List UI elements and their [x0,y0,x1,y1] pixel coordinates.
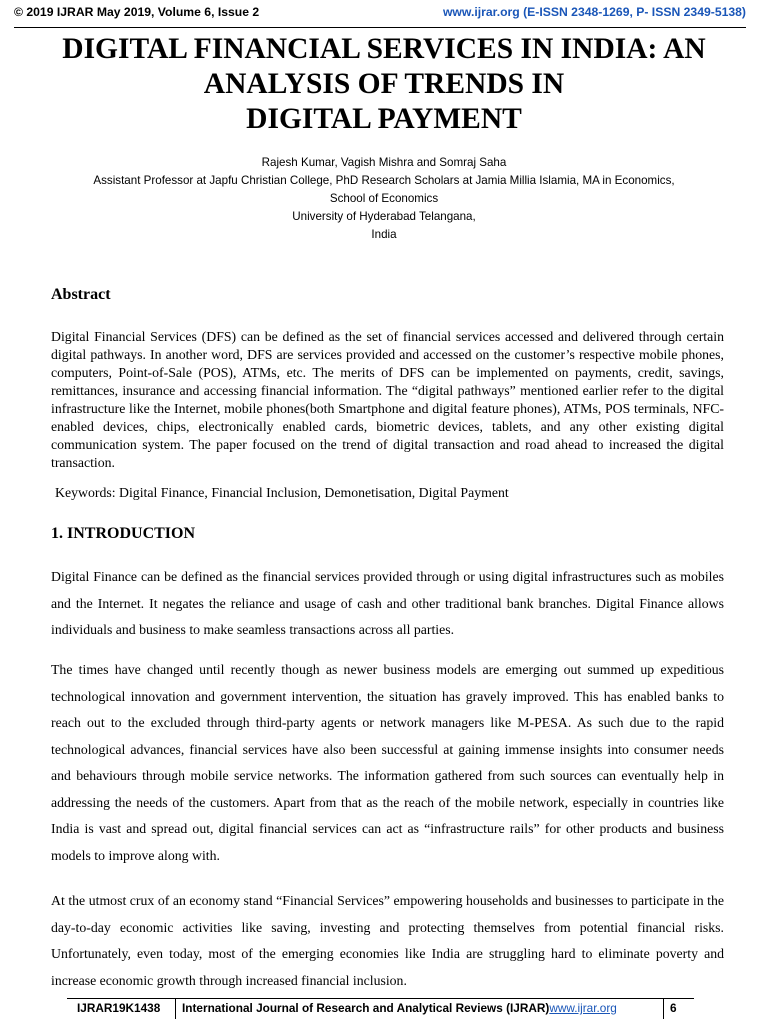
paper-title [40,32,728,137]
abstract-text: Digital Financial Services (DFS) can be defined as the set of financial services accessed and delivered through certain digital pathways. In another word, DFS are services provided and accessed on the customer’s respective mobile phones, computers, Point-of-Sale (POS), ATMs, etc. The merits of DFS can be implemented on payments, credit, savings, remittances, insurance and accessing financial information. The “digital pathways” mentioned earlier refer to the digital infrastructure like the Internet, mobile phones(both Smartphone and digital feature phones), ATMs, POS terminals, NFC-enabled devices, chips, electronically enabled cards, biometric devices, tablets, and any other existing digital communication system. The paper focused on the trend of digital transaction and road ahead to increased the digital transaction. [51,329,724,470]
title-line-1: DIGITAL FINANCIAL SERVICES IN INDIA: AN [62,33,706,65]
abstract-heading: Abstract [51,286,111,303]
title-line-2: ANALYSIS OF TRENDS IN [203,68,565,100]
issn-info: (E-ISSN 2348-1269, P- ISSN 2349-5138) [519,5,746,19]
journal-issue-info: © 2019 IJRAR May 2019, Volume 6, Issue 2 [14,5,260,19]
page-footer [67,1001,694,1019]
header-rule [14,27,746,28]
author-affiliation-2: School of Economics [329,192,439,205]
journal-url-link[interactable]: www.ijrar.org [442,5,520,19]
page-number: 6 [670,1001,677,1015]
intro-paragraph-3: At the utmost crux of an economy stand “Financial Services” empowering households and businesses to participate in the day-to-day economic activities like saving, investing and protecting themselves from potential financial risks. Unfortunately, even today, most of the emerging economies like India are struggling hard to eliminate poverty and increase economic growth through increased financial inclusion. [51,893,724,988]
title-line-3: DIGITAL PAYMENT [246,103,522,135]
author-block [20,154,748,244]
paper-code: IJRAR19K1438 [77,1001,161,1015]
intro-paragraph-2: The times have changed until recently though as newer business models are emerging out summed up expeditious technological innovation and government intervention, the situation has gravely improved. This has enabled banks to reach out to the excluded through third-party agents or network managers like M-PESA. As such due to the rapid technological advances, financial services have also been successful at gaining immense insights into consumer needs and behaviours through mobile service networks. The information gathered from such sources can eventually help in addressing the needs of the customers. Apart from that as the reach of the mobile network, especially in countries like India is vast and spread out, digital financial services can act as “infrastructure rails” for other products and business models to improve along with. [51,662,724,863]
introduction-heading: 1. INTRODUCTION [51,525,196,542]
footer-divider-2 [663,999,664,1019]
author-affiliation-4: India [371,228,397,241]
journal-web-info [443,5,746,19]
footer-site-link[interactable]: www.ijrar.org [549,1001,617,1015]
author-names: Rajesh Kumar, Vagish Mishra and Somraj Saha [261,156,507,169]
author-affiliation-1: Assistant Professor at Japfu Christian College, PhD Research Scholars at Jamia Millia Islamia, MA in Economics, [93,174,675,187]
journal-name: International Journal of Research and Analytical Reviews (IJRAR) [182,1001,550,1015]
author-affiliation-3: University of Hyderabad Telangana, [292,210,476,223]
footer-rule [67,998,694,999]
keywords: Keywords: Digital Finance, Financial Inclusion, Demonetisation, Digital Payment [55,485,509,500]
intro-paragraph-1: Digital Finance can be defined as the financial services provided through or using digital infrastructures such as mobiles and the Internet. It negates the reliance and usage of cash and other traditional bank branches. Digital Finance allows individuals and business to make seamless transactions across all parties. [51,569,724,637]
footer-divider [175,999,176,1019]
footer-journal [182,1001,617,1015]
